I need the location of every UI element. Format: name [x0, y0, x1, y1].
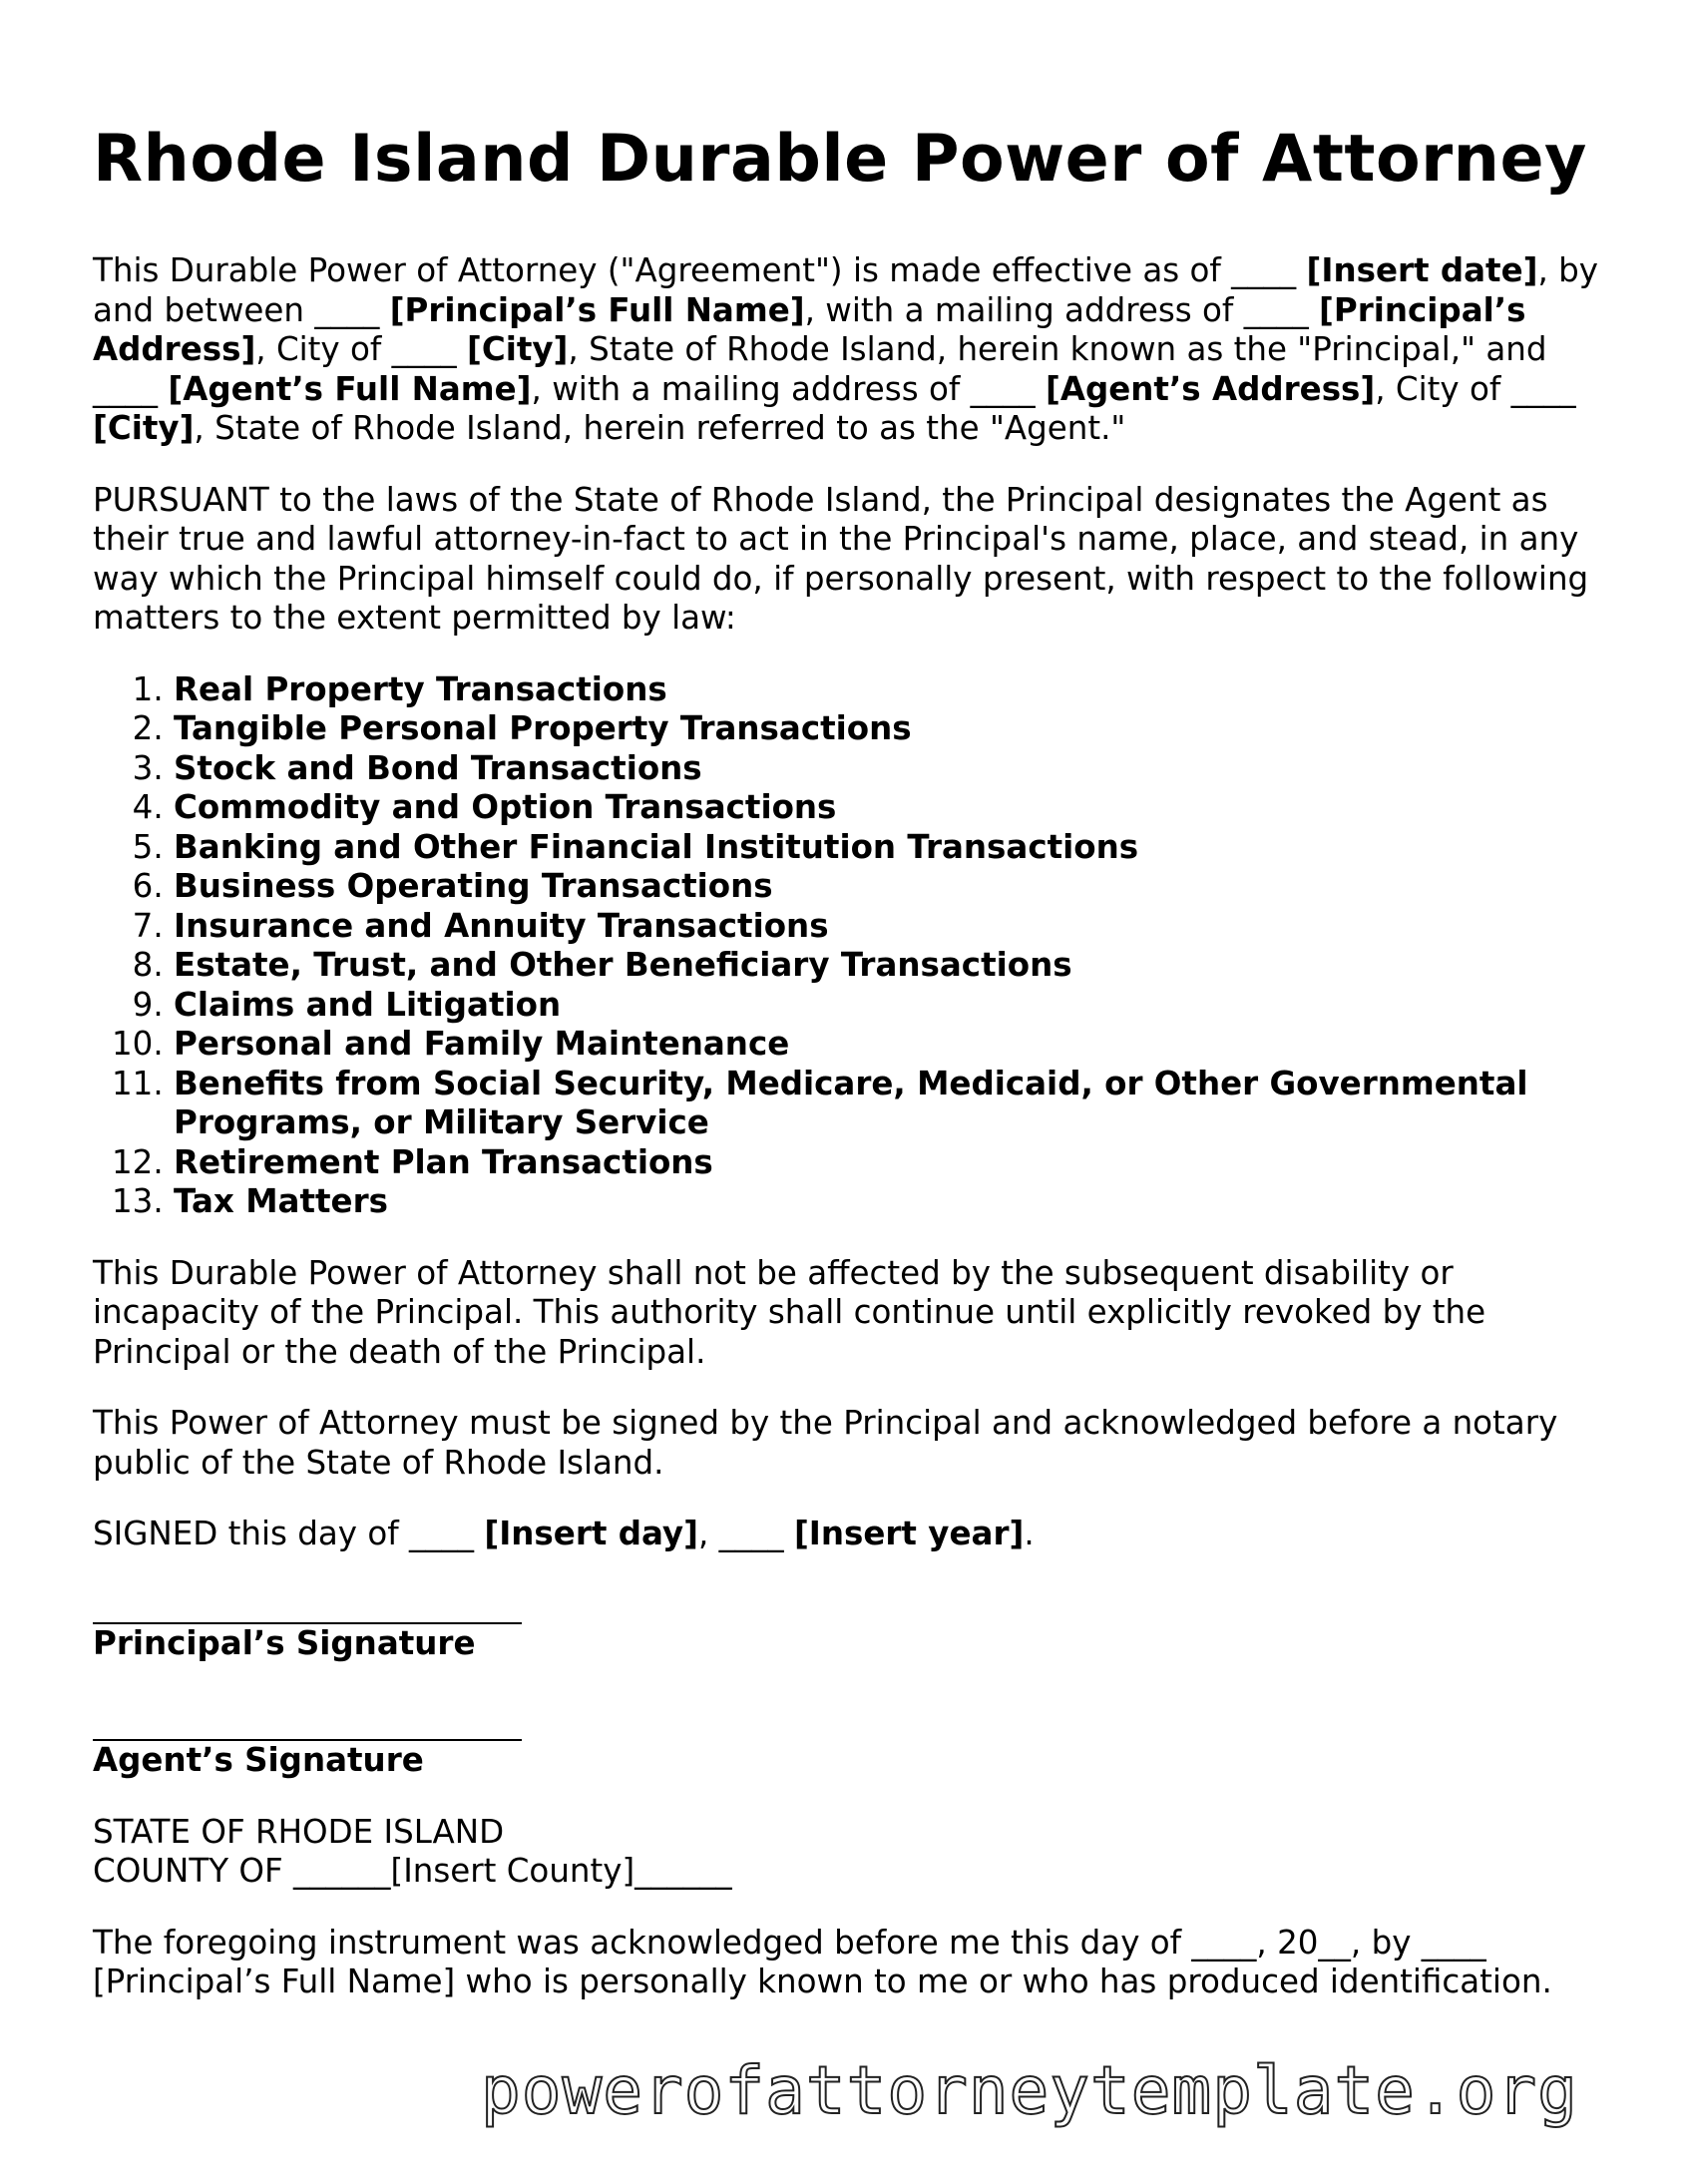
list-item: 2. Tangible Personal Property Transactions: [174, 709, 1609, 749]
state-line: STATE OF RHODE ISLAND: [93, 1812, 505, 1851]
notary-requirement-paragraph: This Power of Attorney must be signed by the Principal and acknowledged before a notary public of the State of Rhode Island.: [93, 1404, 1558, 1482]
intro-text: This Durable Power of Attorney ("Agreement") is made effective as of ____: [93, 251, 1307, 289]
day-placeholder: [Insert day]: [484, 1515, 698, 1552]
list-item: 12. Retirement Plan Transactions: [174, 1143, 1609, 1183]
document-page: [93, 120, 1609, 2034]
intro-text: , State of Rhode Island, herein referred to as the "Agent.": [194, 409, 1126, 447]
principal-signature-line[interactable]: [93, 1586, 522, 1624]
intro-text: , by and between ____: [93, 251, 1599, 329]
signed-text: , ____: [697, 1515, 794, 1552]
durability-paragraph: This Durable Power of Attorney shall not be affected by the subsequent disability or incapacity of the Principal. This authority shall continue until explicitly revoked by the Principal or the death of the Principal.: [93, 1253, 1486, 1371]
acknowledgment-paragraph: The foregoing instrument was acknowledged before me this day of ____, 20__, by ____ [Principal’s Full Name] who is personally known to me or who has produced identification.: [93, 1923, 1552, 2000]
intro-text: , State of Rhode Island, herein known as the "Principal," and ____: [93, 330, 1547, 408]
agent-name-placeholder: [Agent’s Full Name]: [168, 369, 532, 408]
signed-line: [93, 1515, 1609, 1554]
agent-signature-block: [93, 1703, 1609, 1781]
agent-address-placeholder: [Agent’s Address]: [1045, 369, 1376, 408]
principal-city-placeholder: [City]: [466, 330, 569, 368]
year-placeholder: [Insert year]: [793, 1515, 1025, 1552]
county-line: COUNTY OF ______[Insert County]______: [93, 1852, 732, 1890]
intro-text: , City of ____: [1375, 369, 1576, 408]
signed-text: .: [1024, 1515, 1035, 1552]
pursuant-paragraph: PURSUANT to the laws of the State of Rhode Island, the Principal designates the Agent as their true and lawful attorney-in-fact to act in the Principal's name, place, and stead, in any way which the Principal himself could do, if personally present, with respect to the following matters to the extent permitted by law:: [93, 480, 1589, 637]
principal-address-placeholder: [Principal’s Address]: [93, 290, 1526, 368]
powers-list: [93, 670, 1609, 1222]
agent-city-placeholder: [City]: [93, 409, 195, 447]
intro-text: , City of ____: [255, 330, 467, 368]
intro-paragraph: [93, 251, 1609, 449]
intro-text: , with a mailing address of ____: [804, 290, 1320, 329]
list-item: 13. Tax Matters: [174, 1182, 1609, 1222]
site-watermark: powerofattorneytemplate.org: [481, 2052, 1578, 2129]
principal-name-placeholder: [Principal’s Full Name]: [389, 290, 805, 329]
agent-signature-label: Agent’s Signature: [93, 1741, 424, 1779]
intro-text: , with a mailing address of ____: [531, 369, 1046, 408]
agent-signature-line[interactable]: [93, 1703, 522, 1741]
list-item: 7. Insurance and Annuity Transactions: [174, 907, 1609, 947]
principal-signature-label: Principal’s Signature: [93, 1623, 476, 1662]
list-item: 1. Real Property Transactions: [174, 670, 1609, 710]
list-item: 11. Benefits from Social Security, Medicare, Medicaid, or Other Governmental Programs, or Military Service: [174, 1065, 1609, 1143]
list-item: 10. Personal and Family Maintenance: [174, 1025, 1609, 1065]
list-item: 6. Business Operating Transactions: [174, 867, 1609, 907]
signed-text: SIGNED this day of ____: [93, 1515, 485, 1552]
list-item: 8. Estate, Trust, and Other Beneficiary Transactions: [174, 946, 1609, 986]
principal-signature-block: [93, 1586, 1609, 1664]
list-item: 3. Stock and Bond Transactions: [174, 749, 1609, 789]
effective-date-placeholder: [Insert date]: [1306, 251, 1538, 289]
list-item: 5. Banking and Other Financial Institution Transactions: [174, 828, 1609, 868]
document-title: Rhode Island Durable Power of Attorney: [93, 122, 1587, 197]
list-item: 4. Commodity and Option Transactions: [174, 788, 1609, 828]
venue-block: [93, 1813, 1609, 1892]
list-item: 9. Claims and Litigation: [174, 986, 1609, 1026]
